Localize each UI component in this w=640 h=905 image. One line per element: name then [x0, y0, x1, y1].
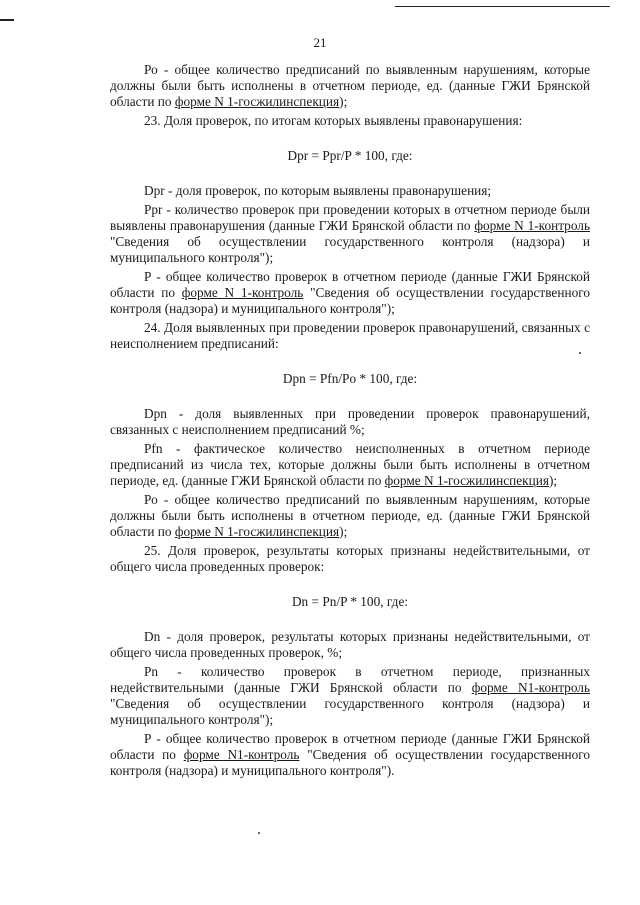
paragraph-pfn — [110, 441, 590, 489]
paragraph-text: Pn - количество проверок в отчетном периоде, признанных недействительными (данные ГЖИ Брянской области по — [110, 664, 590, 695]
paragraph-item-24 — [110, 320, 590, 352]
paragraph-ppr — [110, 202, 590, 266]
paragraph-text: "Сведения об осуществлении государственного контроля (надзора) и муниципального контроля"); — [110, 234, 590, 265]
paragraph-text: ); — [339, 524, 348, 539]
form-reference-link[interactable]: форме N1-контроль — [471, 680, 591, 695]
form-reference-link[interactable]: форме N 1-госжилинспекция — [384, 473, 549, 488]
paragraph-text: Р - общее количество проверок в отчетном периоде (данные ГЖИ Брянской области по — [110, 269, 590, 300]
paragraph-item-25 — [110, 543, 590, 575]
paragraph-text: 23. Доля проверок, по итогам которых выявлены правонарушения: — [144, 113, 523, 128]
paragraph-text: Р - общее количество проверок в отчетном периоде (данные ГЖИ Брянской области по — [110, 731, 590, 762]
paragraph-text: ); — [548, 473, 558, 488]
paragraph-text: 25. Доля проверок, результаты которых признаны недействительными, от общего числа проведенных проверок: — [110, 543, 590, 574]
scan-speck — [258, 832, 260, 834]
paragraph-text: Dn = Pn/P * 100, где: — [291, 594, 409, 609]
paragraph-p-2 — [110, 731, 590, 779]
paragraph-text: Dpr = Ppr/P * 100, где: — [287, 148, 413, 163]
paragraph-item-23 — [110, 113, 590, 129]
paragraph-pn — [110, 664, 590, 728]
paragraph-dpr — [110, 183, 590, 199]
paragraph-text: Ppr - количество проверок при проведении которых в отчетном периоде были выявлены правонарушения (данные ГЖИ Брянской области по — [110, 202, 590, 233]
paragraph-text: "Сведения об осуществлении государственного контроля (надзора) и муниципального контроля"); — [110, 696, 590, 727]
form-reference-link[interactable]: форме N 1-контроль — [474, 218, 591, 233]
margin-mark — [0, 19, 14, 21]
top-rule — [395, 6, 610, 7]
formula-dpr — [110, 148, 590, 164]
form-reference-link[interactable]: форме N 1-госжилинспекция — [174, 524, 340, 539]
paragraph-text: Ро - общее количество предписаний по выявленным нарушениям, которые должны были быть исполнены в отчетном периоде, ед. (данные ГЖИ Брянской области по — [110, 492, 590, 539]
paragraph-text: Ро - общее количество предписаний по выявленным нарушениям, которые должны были быть исполнены в отчетном периоде, ед. (данные ГЖИ Брянской области по — [110, 62, 590, 109]
formula-dn — [110, 594, 590, 610]
paragraph-text: 24. Доля выявленных при проведении проверок правонарушений, связанных с неисполнением предписаний: — [110, 320, 590, 351]
paragraph-text: "Сведения об осуществлении государственного контроля (надзора) и муниципального контроля"); — [110, 285, 590, 316]
paragraph-po-2 — [110, 492, 590, 540]
paragraph-p-1 — [110, 269, 590, 317]
paragraph-text: ); — [339, 94, 348, 109]
form-reference-link[interactable]: форме N 1-госжилинспекция — [174, 94, 340, 109]
paragraph-text: "Сведения об осуществлении государственного контроля (надзора) и муниципального контроля"). — [110, 747, 590, 778]
form-reference-link[interactable]: форме N1-контроль — [183, 747, 300, 762]
paragraph-text: Pfn - фактическое количество неисполненных в отчетном периоде предписаний из числа тех, которые должны были быть исполнены в отчетном периоде, ед. (данные ГЖИ Брянской области по — [110, 441, 590, 488]
page-number: 21 — [313, 35, 327, 50]
form-reference-link[interactable]: форме N 1-контроль — [181, 285, 304, 300]
paragraph-text: Dpn = Pfn/Po * 100, где: — [282, 371, 418, 386]
document-body — [110, 62, 590, 779]
paragraph-text: Dpn - доля выявленных при проведении проверок правонарушений, связанных с неисполнением предписаний %; — [110, 406, 590, 437]
paragraph-dpn — [110, 406, 590, 438]
paragraph-po-1 — [110, 62, 590, 110]
formula-dpn — [110, 371, 590, 387]
paragraph-text: Dn - доля проверок, результаты которых признаны недействительными, от общего числа проведенных проверок, %; — [110, 629, 590, 660]
paragraph-text: Dpr - доля проверок, по которым выявлены правонарушения; — [144, 183, 492, 198]
paragraph-dn — [110, 629, 590, 661]
